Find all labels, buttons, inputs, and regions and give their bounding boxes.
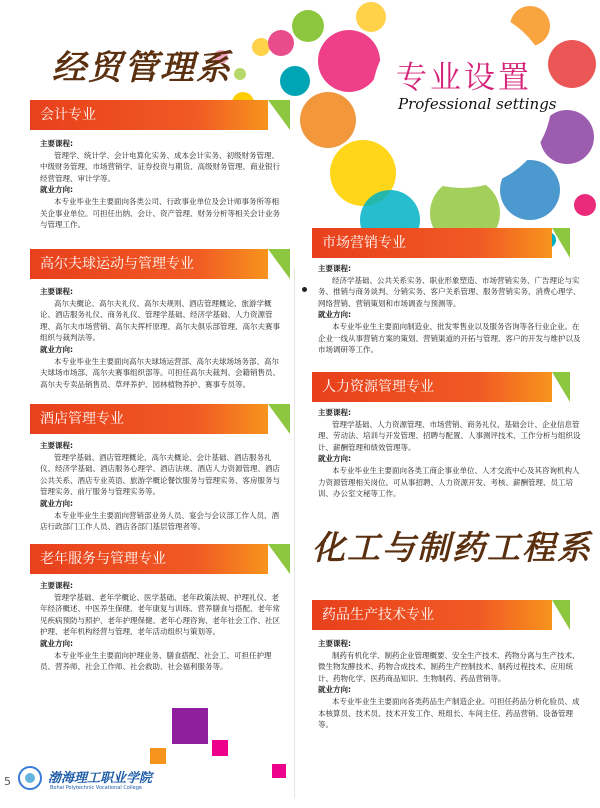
decorative-square [272,764,286,778]
decorative-bubble [268,30,294,56]
major-banner-marketing [312,228,552,258]
decorative-bubble [280,66,310,96]
courses-label: 主要课程: [40,287,73,296]
major-description-accounting [40,138,284,231]
major-title: 老年服务与管理专业 [40,551,166,567]
major-description-marketing [318,263,584,356]
jobs-label: 就业方向: [318,310,351,320]
major-description-hotel [40,440,284,533]
major-title: 高尔夫球运动与管理专业 [40,256,194,272]
courses-label: 主要课程: [40,581,73,590]
courses-label: 主要课程: [40,441,73,450]
jobs-label: 就业方向: [40,498,73,508]
major-banner-hotel [30,404,268,434]
jobs-text: 本专业毕业生主要面向制造业、批发零售业以及服务咨询等各行业企业。在企业一线从事营销方案的策划、营销渠道的开拓与管理、客户的开发与维护以及市场调研等工作。 [318,321,581,355]
decorative-bubble [318,30,380,92]
jobs-label: 就业方向: [40,638,73,648]
page-subtitle: Professional settings [398,95,557,113]
decorative-bubble [548,40,596,88]
decorative-square [150,748,166,764]
major-title: 市场营销专业 [322,235,406,251]
major-banner-elderly [30,544,268,574]
major-title: 人力资源管理专业 [322,379,434,395]
decorative-bubble [356,2,386,32]
courses-text: 高尔夫概论、高尔夫礼仪、高尔夫规则、酒店管理概论、旅游学概论、酒店服务礼仪、商务礼仪、管理学基础、经济学基础、人力资源管理、高尔夫市场营销、高尔夫挥杆原理、高尔夫俱乐部管理、高尔夫赛事组织与裁判法等。 [40,298,280,343]
jobs-label: 就业方向: [40,344,73,354]
decorative-bubble [300,92,356,148]
jobs-text: 本专业毕业生主要面向各类药品生产制造企业。可担任药品分析化验员、成本核算员、技术员、技术开发工作、班组长、车间主任、药品营销、设备管理等。 [318,696,580,730]
decorative-square [212,740,228,756]
jobs-text: 本专业毕业生主要面向各类公司、行政事业单位及会计师事务所等相关企事业单位。可担任出纳、会计、资产管理、财务分析等相关会计业务与管理工作。 [40,196,280,230]
courses-text: 管理学基础、酒店管理概论、高尔夫概论、会计基础、酒店服务礼仪、经济学基础、酒店服务心理学、酒店法规、酒店人力资源管理、酒店公共关系、酒店专业英语、旅游学概论餐饮服务与管理实务、客房服务与管理实务、前厅服务与管理实务等。 [40,452,280,497]
major-title: 酒店管理专业 [40,411,124,427]
courses-label: 主要课程: [318,639,351,648]
column-divider [294,268,295,798]
jobs-text: 本专业毕业生主要面向各类工商企事业单位、人才交流中心及其咨询机构人力资源管理相关岗位。可从事招聘、人力资源开发、考核、薪酬管理、员工培训、办公室文秘等工作。 [318,465,580,499]
jobs-text: 本专业毕业生主要面向高尔夫球场运营部、高尔夫球场场务部、高尔夫球场市场部、高尔夫赛事组织部等。可担任高尔夫裁判、会籍销售员、高尔夫专卖品销售员、草坪养护、园林植物养护、赛事专员等。 [40,356,280,389]
courses-label: 主要课程: [40,139,73,148]
school-logo-icon [18,766,42,790]
school-name-english: Bohai Polytechnic Vocational College [50,785,142,791]
jobs-label: 就业方向: [40,185,73,195]
courses-text: 管理学、统计学、会计电算化实务、成本会计实务、初级财务管理、中级财务管理、市场营销学、证券投资与期货、高级财务管理、商业银行经营管理、审计学等。 [40,150,280,183]
major-description-pharma [318,638,584,731]
page-title: 专业设置 [396,60,532,96]
jobs-text: 本专业毕业生主要面向护理业务、膳食搭配、社会工、可担任护理员、营养师、社会工作师、社会救助、社会福利服务等。 [40,650,272,672]
courses-text: 管理学基础、人力资源管理、市场营销、商务礼仪、基础会计、企业信息管理、劳动法、培训与开发管理、招聘与配置、人事测评技术、工作分析与组织设计、薪酬管理和绩效管理等。 [318,419,581,452]
department-title-econ: 经贸管理系 [52,48,232,88]
major-banner-hr [312,372,552,402]
courses-text: 制药有机化学、制药企业管理概要、安全生产技术、药物分离与生产技术、微生物发酵技术、药物合成技术、制药生产控制技术、制药过程技术、应用统计、药物化学、医药商品知识、生物制药、药品营销等。 [318,650,580,683]
major-title: 会计专业 [40,107,96,123]
page-number: 5 [4,775,11,788]
major-description-hr [318,407,584,500]
major-title: 药品生产技术专业 [322,607,434,623]
jobs-label: 就业方向: [318,685,351,695]
decorative-square [172,708,208,744]
bullet-dot [302,287,307,292]
jobs-text: 本专业毕业生主要面向营销部业务人员、宴会与会议部工作人员、酒店行政部门工作人员、酒店各部门基层管理者等。 [40,510,279,532]
major-description-elderly [40,580,284,673]
school-name: 渤海理工职业学院 [48,771,153,786]
major-description-golf [40,286,284,390]
decorative-bubble [574,194,596,216]
courses-text: 管理学基础、老年学概论、医学基础、老年政策法规、护理礼仪、老年经济概述、中医养生保健、老年康复与训练、营养膳食与搭配、老年常见疾病预防与照护、老年护理保健、老年心理咨询、老年社会工作、社区护理、老年机构经营与管理、老年活动组织与策划等。 [40,592,280,637]
jobs-label: 就业方向: [318,454,351,464]
decorative-bubble [234,68,246,80]
courses-label: 主要课程: [318,408,351,417]
decorative-bubble [292,10,324,42]
major-banner-accounting [30,100,268,130]
major-banner-pharma [312,600,552,630]
department-title-chem: 化工与制药工程系 [312,528,592,567]
courses-text: 经济学基础、公共关系实务、职业形象塑造、市场营销实务、广告理论与实务、推销与商务谈判、分销实务、客户关系管理、服务营销实务、消费心理学、网络营销、营销策划和市场调查与预测等。 [318,275,581,308]
courses-label: 主要课程: [318,264,351,273]
major-banner-golf [30,249,268,279]
